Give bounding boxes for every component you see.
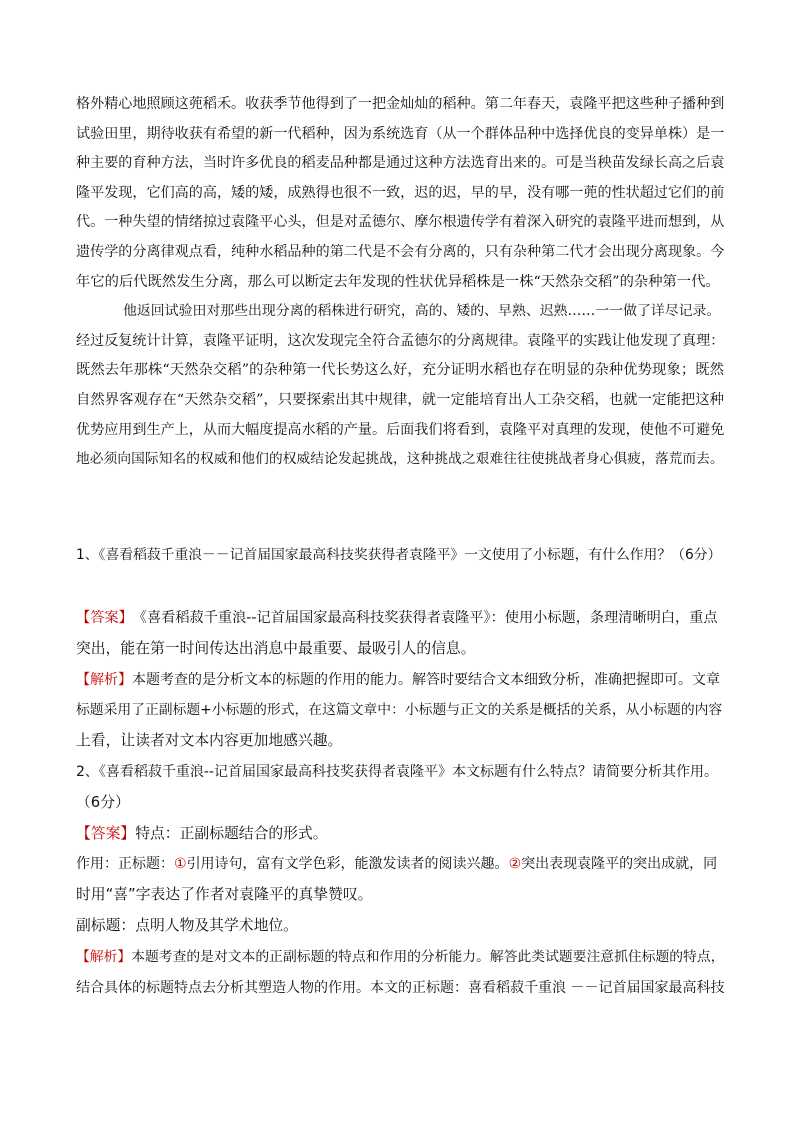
passage-line: 经 过 反 复 统 计 计 算 ， 袁 隆 平 证 明 ， 这 次 发 现 完 全 符 合 孟 德 尔 的 分 离 规 律 。 袁 隆 平 的 实 践 让 他 发 现 了 真 理 ： <box>76 332 725 349</box>
subtitle-line: 副标题：点明人物及其学术地位。 <box>76 916 298 934</box>
answer-2-line <box>76 819 724 850</box>
effect-label: 作用：正标题： <box>76 856 174 873</box>
analysis-2-line <box>76 942 724 973</box>
effect-point-1-text: 引用诗句，富有文学色彩，能激发读者的阅读兴趣。 <box>186 856 509 873</box>
passage-line: 年它的后代既然发生分离，那么可以断定去年发现的性状优异稻株是一株“天然杂交稻”的杂种第一代。 <box>76 273 720 290</box>
reading-passage <box>76 90 724 475</box>
passage-line: 地 必 须 向 国 际 知 名 的 权 威 和 他 们 的 权 威 结 论 发 起 挑 战 ， 这 种 挑 战 之 艰 难 往 往 使 挑 战 者 身 心 俱 疲 ， 落 荒 而 去 。 <box>76 451 724 468</box>
question-2-score: （6分） <box>76 793 130 811</box>
passage-line: 代 。 一 种 失 望 的 情 绪 掠 过 袁 隆 平 心 头 ， 但 是 对 孟 德 尔 、 摩 尔 根 遗 传 学 有 着 深 入 研 究 的 袁 隆 平 进 而 想 到 ， 从 <box>76 214 725 231</box>
analysis-1-line <box>76 665 724 696</box>
passage-line: 格 外 精 心 地 照 顾 这 蔸 稻 禾 。 收 获 季 节 他 得 到 了 一 把 金 灿 灿 的 稻 种 。 第 二 年 春 天 ， 袁 隆 平 把 这 些 种 子 播 种 到 <box>76 96 725 112</box>
effect-point-2-text: 突出表现袁隆平的突出成就，同 <box>521 856 718 873</box>
effect-point-1 <box>174 849 509 880</box>
passage-line: 他返回试验田对那些出现分离的稻株进行研究，高的、矮的、早熟、迟熟……一一做了详尽记录。 <box>123 303 721 320</box>
effect-line: 时用“喜”字表达了作者对袁隆平的真挚赞叹。 <box>76 886 373 904</box>
answer-analysis-block <box>76 603 724 1003</box>
question-1-text: 1、《喜看稻菽千重浪－－记首届国家最高科技奖获得者袁隆平》一文使用了小标题，有什么作用？（6分） <box>76 547 722 563</box>
answer-tag: 【答案】 <box>76 824 136 842</box>
passage-line: 优 势 应 用 到 生 产 上 ， 从 而 大 幅 度 提 高 水 稻 的 产 量 。 后 面 我 们 将 看 到 ， 袁 隆 平 对 真 理 的 发 现 ， 使 他 不 可 避 免 <box>76 421 725 438</box>
question-2-text: 2、《喜看稻菽千重浪--记首届国家最高科技奖获得者袁隆平》本文标题有什么特点？请简要分析其作用。 <box>76 763 719 780</box>
passage-line: 隆 平 发 现 ， 它 们 高 的 高 ， 矮 的 矮 ， 成 熟 得 也 很 不 一 致 ， 迟 的 迟 ， 早 的 早 ， 没 有 哪 一 蔸 的 性 状 超 过 它 们 的 前 <box>76 184 725 201</box>
passage-line: 既 然 去 年 那 株 “ 天 然 杂 交 稻 ” 的 杂 种 第 一 代 长 势 这 么 好 ， 充 分 证 明 水 稻 也 存 在 明 显 的 杂 种 优 势 现 象 ； 既 然 <box>76 362 724 379</box>
answer-2-text: 特点：正副标题结合的形式。 <box>135 824 328 842</box>
effect-point-2-marker: ② <box>508 856 522 873</box>
effect-point-1-marker: ① <box>174 856 187 873</box>
analysis-1-line: 上看，让读者对文本内容更加地感兴趣。 <box>76 732 343 750</box>
answer-1-text: 《喜看稻菽千重浪--记首届国家最高科技奖获得者袁隆平》：使用小标题，条理清晰明白，重点 <box>132 610 718 626</box>
answer-tag: 【答案】 <box>76 610 133 626</box>
passage-line: 自 然 界 客 观 存 在 “ 天 然 杂 交 稻 ” ， 只 要 探 索 出 其 中 规 律 ， 就 一 定 能 培 育 出 人 工 杂 交 稻 ， 也 就 一 定 能 把 这 种 <box>76 391 724 408</box>
analysis-1-line: 标题采用了正副标题+小标题的形式，在这篇文章中：小标题与正文的关系是概括的关系，从小标题的内容 <box>76 702 723 719</box>
passage-line: 种 主 要 的 育 种 方 法 ， 当 时 许 多 优 良 的 稻 麦 品 种 都 是 通 过 这 种 方 法 选 育 出 来 的 。 可 是 当 秧 苗 发 绿 长 高 之 后 袁 <box>76 155 725 172</box>
analysis-tag: 【解析】 <box>76 671 132 688</box>
analysis-tag: 【解析】 <box>76 948 132 965</box>
answer-1-line: 突出，能在第一时间传达出消息中最重要、最吸引人的信息。 <box>76 639 476 657</box>
answer-1-line <box>76 603 724 634</box>
passage-line: 试 验 田 里 ， 期 待 收 获 有 希 望 的 新 一 代 稻 种 ， 因 为 系 统 选 育 （ 从 一 个 群 体 品 种 中 选 择 优 良 的 变 异 单 株 ） 是 一 <box>76 125 725 142</box>
analysis-2-text: 本题考查的是对文本的正副标题的特点和作用的分析能力。解答此类试题要注意抓住标题的特点， <box>131 948 725 965</box>
analysis-1-text: 本题考查的是分析文本的标题的作用的能力。解答时要结合文本细致分析，准确把握即可。文章 <box>132 671 720 688</box>
analysis-2-line: 结合具体的标题特点去分析其塑造人物的作用。本文的正标题：喜看稻菽千重浪 －－记首届国家最高科技 <box>76 979 725 996</box>
effect-line <box>76 849 724 880</box>
passage-line: 遗 传 学 的 分 离 律 观 点 看 ， 纯 种 水 稻 品 种 的 第 二 代 是 不 会 有 分 离 的 ， 只 有 杂 种 第 二 代 才 会 出 现 分 离 现 象 。 今 <box>76 243 725 260</box>
question-1-block <box>76 540 724 571</box>
